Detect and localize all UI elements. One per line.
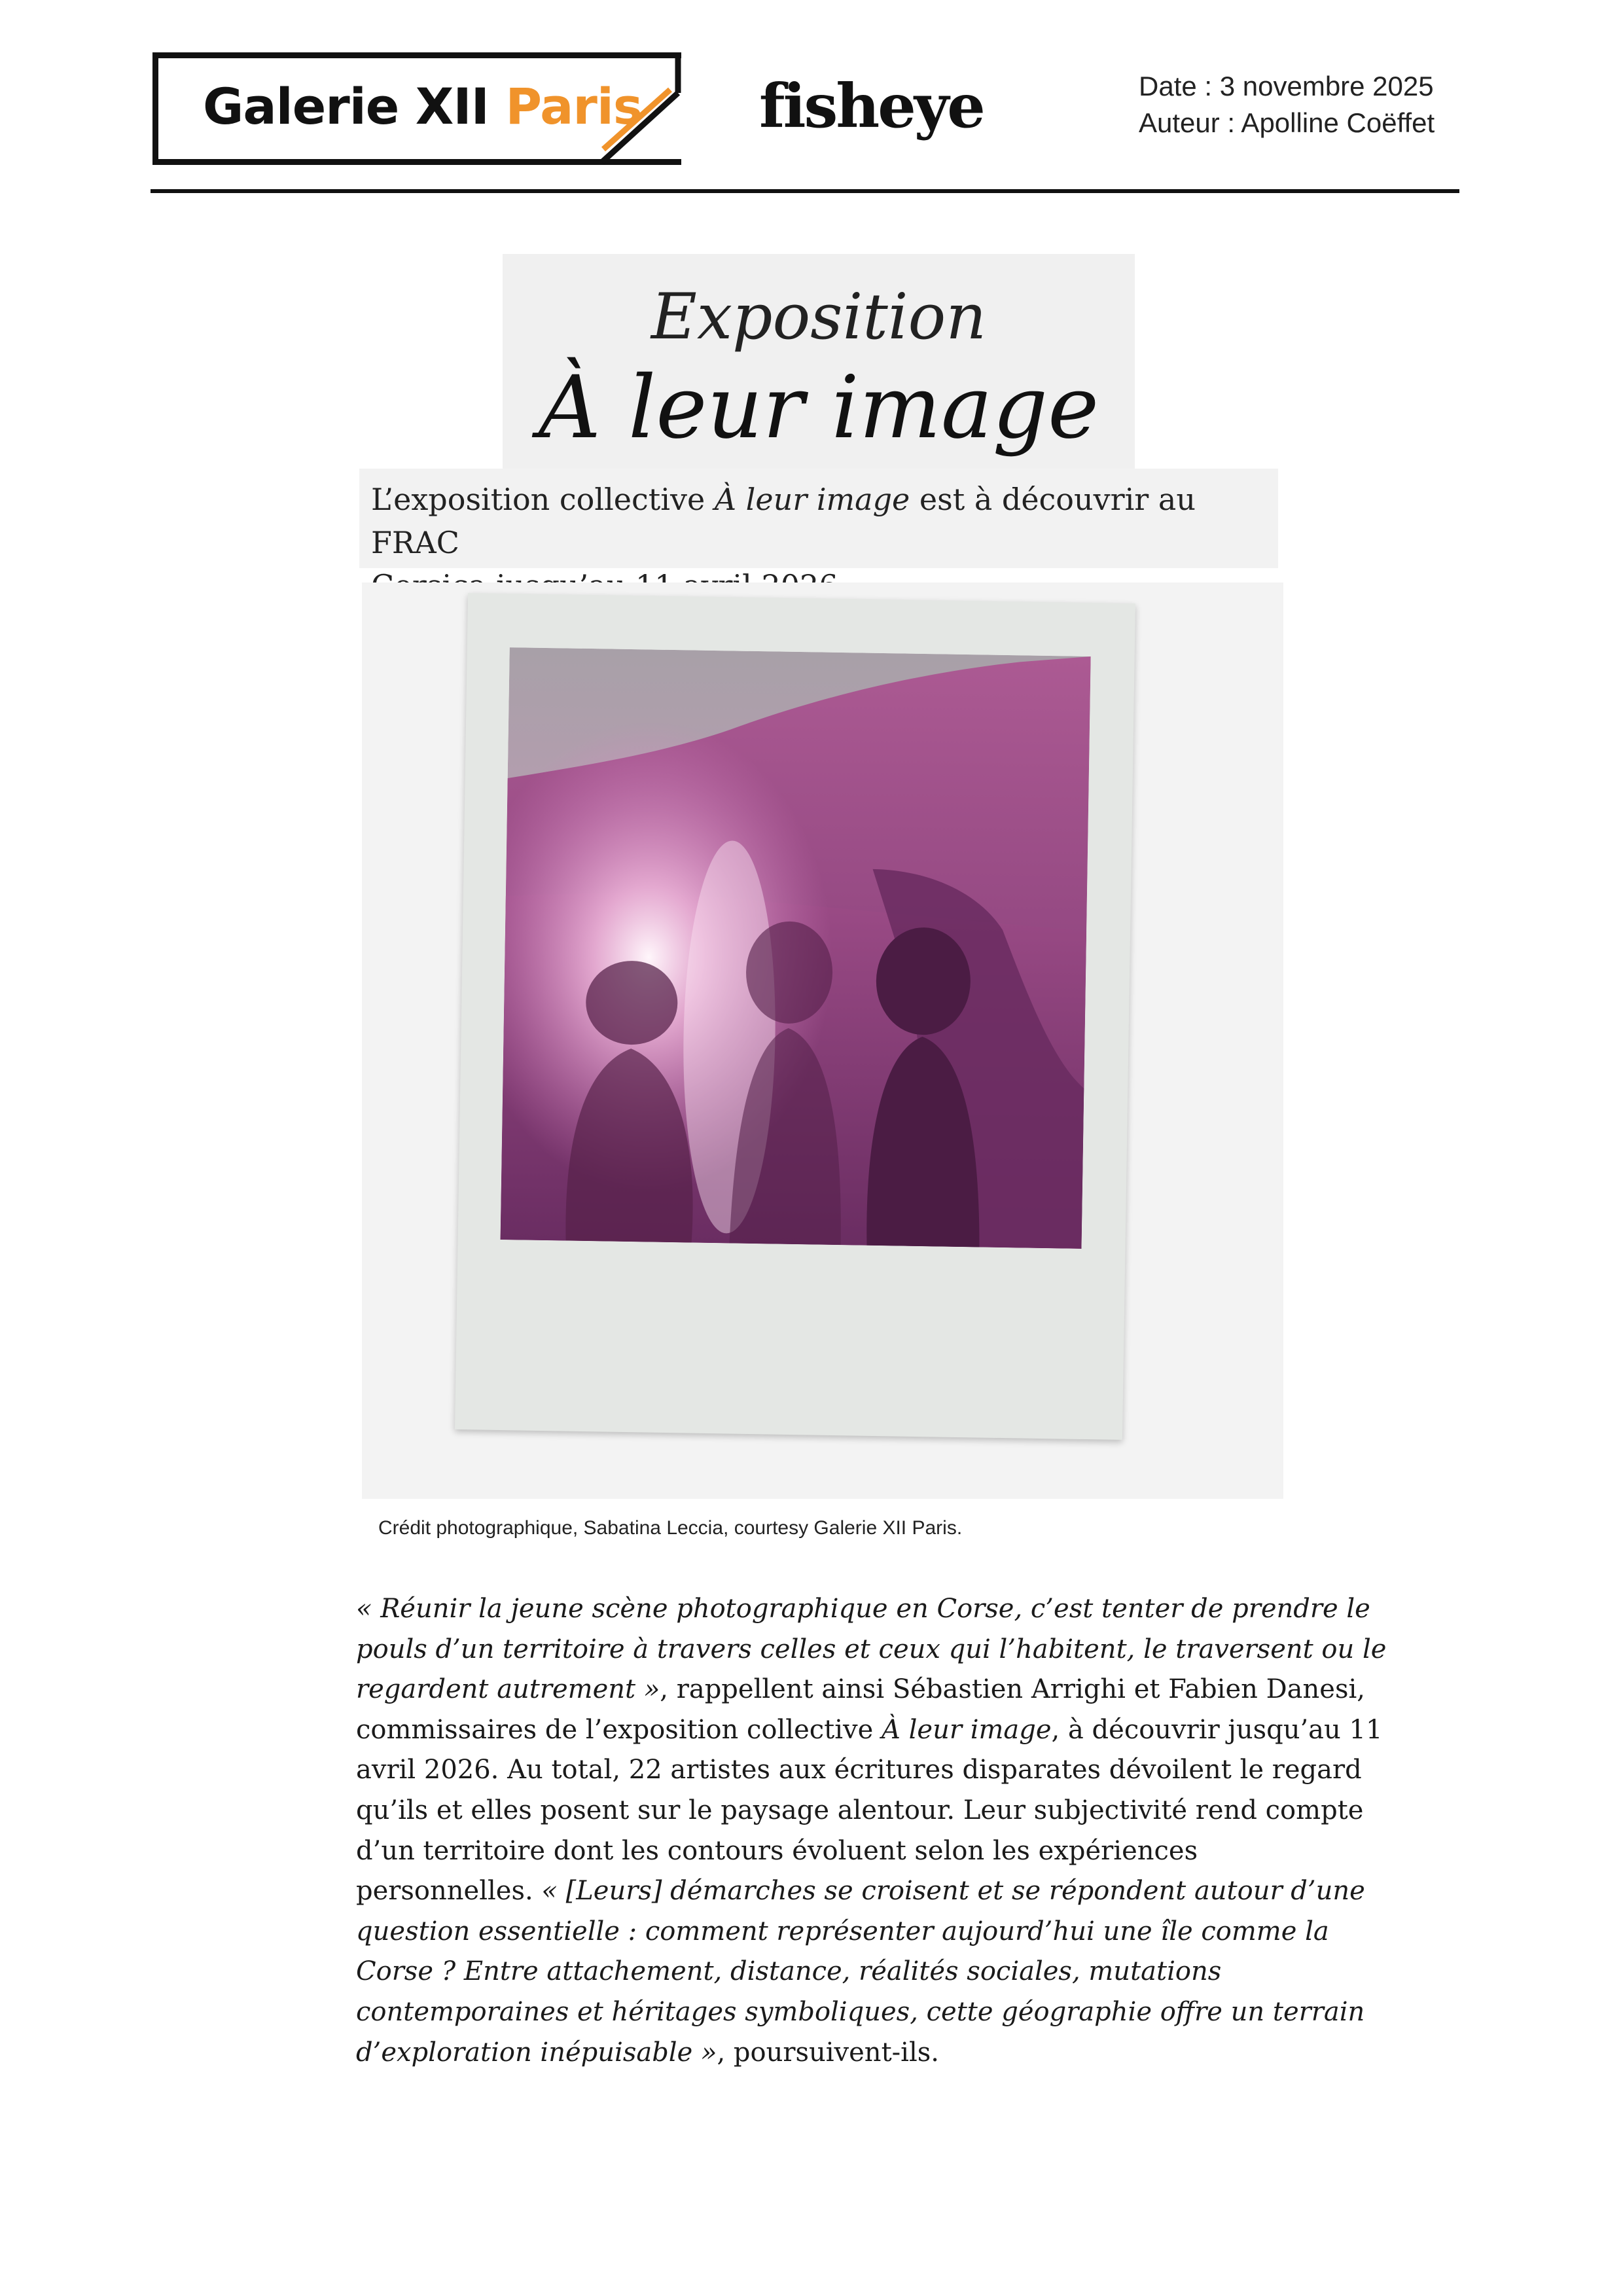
body-line [356,1630,1387,1670]
body-line [356,1670,1365,1710]
body-line [356,1589,1370,1630]
body-quote-text: Corse ? Entre attachement, distance, réalités sociales, mutations [356,1956,1222,1987]
article-meta [1139,68,1435,141]
lede-exhibition-title: À leur image [714,482,910,517]
body-quote-text: pouls d’un territoire à travers celles et ceux qui l’habitent, le traversent ou le [356,1634,1387,1664]
gallery-logo-text [203,77,642,135]
gallery-name: Galerie XII [203,77,489,135]
body-line [356,1710,1383,1751]
body-text-segment: qu’ils et elles posent sur le paysage alentour. Leur subjectivité rend compte [356,1795,1364,1825]
body-line [356,1750,1362,1791]
polaroid-frame [455,593,1135,1440]
body-text-segment: commissaires de l’exposition collective [356,1714,882,1745]
body-quote-text: contemporaines et héritages symboliques, cette géographie offre un terrain [356,1996,1365,2027]
body-line [356,1831,1318,1872]
article-photo [362,583,1283,1499]
body-line [356,1952,1318,1992]
headline-block [503,254,1135,469]
article-title: À leur image [538,357,1099,458]
body-line [356,1912,1329,1952]
article-date: Date : 3 novembre 2025 [1139,71,1434,101]
article-author: Auteur : Apolline Coëffet [1139,107,1435,138]
body-line [356,1992,1365,2033]
body-quote-text: « [Leurs] démarches se croisent et se répondent autour d’une [541,1876,1365,1907]
body-quote-text: regardent autrement » [356,1674,660,1705]
article-body [356,1589,1387,2073]
photo-caption: Crédit photographique, Sabatina Leccia, courtesy Galerie XII Paris. [378,1517,963,1539]
body-line [356,1871,1365,1912]
body-text-segment: , rappellent ainsi Sébastien Arrighi et Fabien Danesi, [660,1674,1365,1705]
lede-text-start: L’exposition collective [371,482,715,517]
body-text-segment: avril 2026. Au total, 22 artistes aux écritures disparates dévoilent le regard [356,1755,1362,1785]
publication-logo: fisheye [759,71,984,141]
body-text-segment: personnelles. [356,1876,542,1907]
polaroid-photo [501,647,1091,1249]
body-text-segment: , à découvrir jusqu’au 11 [1051,1714,1383,1745]
body-quote-text: À leur image [882,1714,1052,1745]
article-kicker: Exposition [651,280,987,353]
body-quote-text: d’exploration inépuisable » [356,2037,717,2068]
body-quote-text: « Réunir la jeune scène photographique en Corse, c’est tenter de prendre le [356,1594,1370,1624]
body-line [356,2033,1318,2073]
article-lede [359,469,1278,568]
body-text-segment: d’un territoire dont les contours évoluent selon les expériences [356,1835,1198,1866]
gallery-city: Paris [505,77,643,135]
body-line [356,1791,1364,1831]
header-divider [151,189,1459,193]
lede-text-end: est à découvrir au FRAC [371,482,1196,560]
body-quote-text: question essentielle : comment représenter aujourd’hui une île comme la [356,1916,1329,1946]
body-text-segment: , poursuivent-ils. [717,2037,939,2068]
